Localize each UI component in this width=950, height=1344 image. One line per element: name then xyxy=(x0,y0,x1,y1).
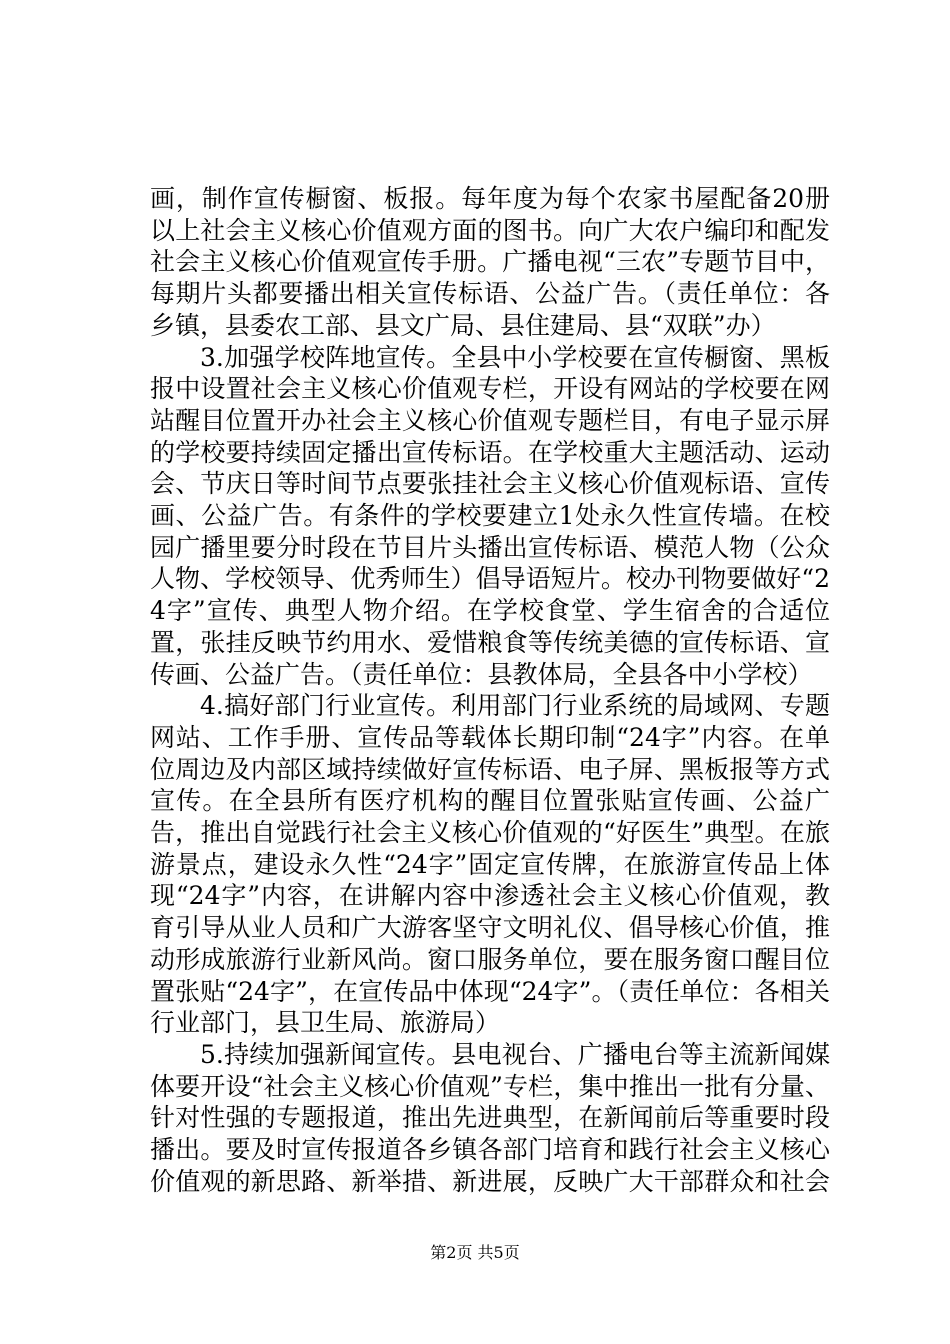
page-number-footer: 第2页 共5页 xyxy=(430,1243,520,1262)
paragraph-school-publicity: 3.加强学校阵地宣传。全县中小学校要在宣传橱窗、黑板报中设置社会主义核心价值观专栏，开设有网站的学校要在网站醒目位置开办社会主义核心价值观专题栏目，有电子显示屏的学校要持续固定播出宣传标语。在学校重大主题活动、运动会、节庆日等时间节点要张挂社会主义核心价值观标语、宣传画、公益广告。有条件的学校要建立1处永久性宣传墙。在校园广播里要分时段在节目片头播出宣传标语、模范人物（公众人物、学校领导、优秀师生）倡导语短片。校办刊物要做好“24字”宣传、典型人物介绍。在学校食堂、学生宿舍的合适位置，张挂反映节约用水、爱惜粮食等传统美德的宣传标语、宣传画、公益广告。（责任单位：县教体局，全县各中小学校） xyxy=(150,342,830,689)
document-body xyxy=(150,183,830,1198)
paragraph-news-publicity: 5.持续加强新闻宣传。县电视台、广播电台等主流新闻媒体要开设“社会主义核心价值观”专栏，集中推出一批有分量、针对性强的专题报道，推出先进典型，在新闻前后等重要时段播出。要及时宣传报道各乡镇各部门培育和践行社会主义核心价值观的新思路、新举措、新进展，反映广大干部群众和社会 xyxy=(150,1039,830,1196)
paragraph-industry-publicity: 4.搞好部门行业宣传。利用部门行业系统的局域网、专题网站、工作手册、宣传品等载体长期印制“24字”内容。在单位周边及内部区域持续做好宣传标语、电子屏、黑板报等方式宣传。在全县所有医疗机构的醒目位置张贴宣传画、公益广告，推出自觉践行社会主义核心价值观的“好医生”典型。在旅游景点，建设永久性“24字”固定宣传牌，在旅游宣传品上体现“24字”内容，在讲解内容中渗透社会主义核心价值观，教育引导从业人员和广大游客坚守文明礼仪、倡导核心价值，推动形成旅游行业新风尚。窗口服务单位，要在服务窗口醒目位置张贴“24字”，在宣传品中体现“24字”。（责任单位：各相关行业部门，县卫生局、旅游局） xyxy=(150,691,830,1038)
paragraph-continuation: 画，制作宣传橱窗、板报。每年度为每个农家书屋配备20册以上社会主义核心价值观方面的图书。向广大农户编印和配发社会主义核心价值观宣传手册。广播电视“三农”专题节目中，每期片头都要播出相关宣传标语、公益广告。（责任单位：各乡镇，县委农工部、县文广局、县住建局、县“双联”办） xyxy=(150,184,830,340)
